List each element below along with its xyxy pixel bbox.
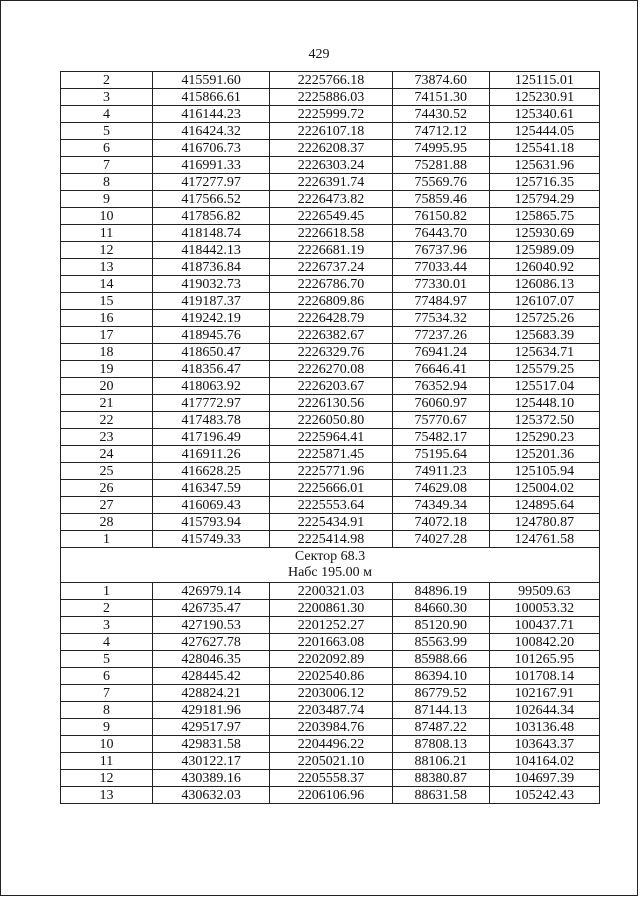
- point-number-cell: 11: [61, 753, 153, 770]
- y-coordinate-cell: 2226549.45: [270, 208, 392, 225]
- local-x-cell: 86779.52: [392, 685, 489, 702]
- table-row: [61, 140, 600, 157]
- x-coordinate-cell: 429517.97: [153, 719, 270, 736]
- local-x-cell: 74712.12: [392, 123, 489, 140]
- local-y-cell: 104164.02: [489, 753, 599, 770]
- point-number-cell: 10: [61, 736, 153, 753]
- table-row: [61, 344, 600, 361]
- point-number-cell: 6: [61, 668, 153, 685]
- y-coordinate-cell: 2226382.67: [270, 327, 392, 344]
- page-number: 429: [308, 47, 330, 62]
- table-row: [61, 651, 600, 668]
- local-y-cell: 100842.20: [489, 634, 599, 651]
- y-coordinate-cell: 2225771.96: [270, 463, 392, 480]
- local-y-cell: 125716.35: [489, 174, 599, 191]
- point-number-cell: 25: [61, 463, 153, 480]
- table-row: [61, 429, 600, 446]
- section-subtitle: Набс 195.00 м: [287, 565, 373, 580]
- table-row: [61, 191, 600, 208]
- point-number-cell: 1: [61, 531, 153, 548]
- table-row: [61, 702, 600, 719]
- point-number-cell: 3: [61, 617, 153, 634]
- table-row: [61, 412, 600, 429]
- local-y-cell: 125115.01: [489, 72, 599, 89]
- x-coordinate-cell: 427627.78: [153, 634, 270, 651]
- y-coordinate-cell: 2225766.18: [270, 72, 392, 89]
- x-coordinate-cell: 416069.43: [153, 497, 270, 514]
- point-number-cell: 2: [61, 72, 153, 89]
- point-number-cell: 9: [61, 719, 153, 736]
- table-row: [61, 157, 600, 174]
- table-row: [61, 378, 600, 395]
- y-coordinate-cell: 2203487.74: [270, 702, 392, 719]
- table-row: [61, 770, 600, 787]
- x-coordinate-cell: 416706.73: [153, 140, 270, 157]
- local-y-cell: 101708.14: [489, 668, 599, 685]
- y-coordinate-cell: 2226050.80: [270, 412, 392, 429]
- table-row: [61, 89, 600, 106]
- table-row: [61, 225, 600, 242]
- x-coordinate-cell: 416991.33: [153, 157, 270, 174]
- x-coordinate-cell: 417566.52: [153, 191, 270, 208]
- local-x-cell: 77534.32: [392, 310, 489, 327]
- y-coordinate-cell: 2225434.91: [270, 514, 392, 531]
- y-coordinate-cell: 2204496.22: [270, 736, 392, 753]
- point-number-cell: 26: [61, 480, 153, 497]
- local-y-cell: 125725.26: [489, 310, 599, 327]
- x-coordinate-cell: 428445.42: [153, 668, 270, 685]
- section-header-group: [61, 548, 600, 583]
- y-coordinate-cell: 2201252.27: [270, 617, 392, 634]
- point-number-cell: 20: [61, 378, 153, 395]
- local-x-cell: 76352.94: [392, 378, 489, 395]
- local-x-cell: 73874.60: [392, 72, 489, 89]
- point-number-cell: 27: [61, 497, 153, 514]
- point-number-cell: 19: [61, 361, 153, 378]
- local-x-cell: 74151.30: [392, 89, 489, 106]
- y-coordinate-cell: 2225871.45: [270, 446, 392, 463]
- point-number-cell: 1: [61, 583, 153, 600]
- table-row: [61, 719, 600, 736]
- local-y-cell: 99509.63: [489, 583, 599, 600]
- section-header-row: [61, 548, 600, 583]
- local-y-cell: 125541.18: [489, 140, 599, 157]
- table-row: [61, 463, 600, 480]
- point-number-cell: 10: [61, 208, 153, 225]
- y-coordinate-cell: 2206106.96: [270, 787, 392, 804]
- y-coordinate-cell: 2200861.30: [270, 600, 392, 617]
- y-coordinate-cell: 2225999.72: [270, 106, 392, 123]
- point-number-cell: 4: [61, 634, 153, 651]
- local-x-cell: 75195.64: [392, 446, 489, 463]
- x-coordinate-cell: 418736.84: [153, 259, 270, 276]
- table-row: [61, 72, 600, 89]
- local-y-cell: 125340.61: [489, 106, 599, 123]
- local-y-cell: 125105.94: [489, 463, 599, 480]
- table-row: [61, 310, 600, 327]
- local-y-cell: 125230.91: [489, 89, 599, 106]
- point-number-cell: 13: [61, 259, 153, 276]
- local-x-cell: 88106.21: [392, 753, 489, 770]
- local-y-cell: 126086.13: [489, 276, 599, 293]
- local-x-cell: 75770.67: [392, 412, 489, 429]
- table-row: [61, 531, 600, 548]
- x-coordinate-cell: 427190.53: [153, 617, 270, 634]
- local-x-cell: 76150.82: [392, 208, 489, 225]
- table-row: [61, 293, 600, 310]
- y-coordinate-cell: 2226786.70: [270, 276, 392, 293]
- y-coordinate-cell: 2226107.18: [270, 123, 392, 140]
- point-number-cell: 7: [61, 685, 153, 702]
- table-row: [61, 480, 600, 497]
- local-y-cell: 103136.48: [489, 719, 599, 736]
- x-coordinate-cell: 416628.25: [153, 463, 270, 480]
- local-x-cell: 77033.44: [392, 259, 489, 276]
- point-number-cell: 7: [61, 157, 153, 174]
- table-row: [61, 685, 600, 702]
- point-number-cell: 21: [61, 395, 153, 412]
- local-x-cell: 75281.88: [392, 157, 489, 174]
- local-x-cell: 76737.96: [392, 242, 489, 259]
- local-x-cell: 76443.70: [392, 225, 489, 242]
- local-x-cell: 74072.18: [392, 514, 489, 531]
- y-coordinate-cell: 2226329.76: [270, 344, 392, 361]
- local-y-cell: 125989.09: [489, 242, 599, 259]
- point-number-cell: 8: [61, 702, 153, 719]
- point-number-cell: 8: [61, 174, 153, 191]
- table-row: [61, 514, 600, 531]
- local-y-cell: 125372.50: [489, 412, 599, 429]
- point-number-cell: 3: [61, 89, 153, 106]
- table-row: [61, 787, 600, 804]
- local-x-cell: 84660.30: [392, 600, 489, 617]
- x-coordinate-cell: 418148.74: [153, 225, 270, 242]
- y-coordinate-cell: 2205021.10: [270, 753, 392, 770]
- local-y-cell: 125634.71: [489, 344, 599, 361]
- local-y-cell: 125930.69: [489, 225, 599, 242]
- x-coordinate-cell: 416424.32: [153, 123, 270, 140]
- x-coordinate-cell: 429831.58: [153, 736, 270, 753]
- table-row: [61, 259, 600, 276]
- x-coordinate-cell: 417856.82: [153, 208, 270, 225]
- x-coordinate-cell: 417196.49: [153, 429, 270, 446]
- point-number-cell: 15: [61, 293, 153, 310]
- local-y-cell: 126107.07: [489, 293, 599, 310]
- y-coordinate-cell: 2226809.86: [270, 293, 392, 310]
- table-row: [61, 276, 600, 293]
- table-block-2: [61, 583, 600, 804]
- table-row: [61, 634, 600, 651]
- y-coordinate-cell: 2202092.89: [270, 651, 392, 668]
- table-row: [61, 361, 600, 378]
- x-coordinate-cell: 419187.37: [153, 293, 270, 310]
- section-title: Сектор 68.3: [294, 549, 366, 564]
- table-row: [61, 174, 600, 191]
- table-row: [61, 446, 600, 463]
- local-x-cell: 86394.10: [392, 668, 489, 685]
- y-coordinate-cell: 2226203.67: [270, 378, 392, 395]
- local-x-cell: 76646.41: [392, 361, 489, 378]
- point-number-cell: 5: [61, 123, 153, 140]
- table-row: [61, 208, 600, 225]
- local-x-cell: 74629.08: [392, 480, 489, 497]
- local-x-cell: 74911.23: [392, 463, 489, 480]
- y-coordinate-cell: 2225414.98: [270, 531, 392, 548]
- y-coordinate-cell: 2226130.56: [270, 395, 392, 412]
- local-y-cell: 125448.10: [489, 395, 599, 412]
- point-number-cell: 23: [61, 429, 153, 446]
- local-y-cell: 124895.64: [489, 497, 599, 514]
- local-x-cell: 85563.99: [392, 634, 489, 651]
- table-row: [61, 753, 600, 770]
- x-coordinate-cell: 415866.61: [153, 89, 270, 106]
- y-coordinate-cell: 2225886.03: [270, 89, 392, 106]
- y-coordinate-cell: 2226737.24: [270, 259, 392, 276]
- local-y-cell: 102167.91: [489, 685, 599, 702]
- local-x-cell: 74995.95: [392, 140, 489, 157]
- x-coordinate-cell: 430122.17: [153, 753, 270, 770]
- local-y-cell: 125004.02: [489, 480, 599, 497]
- x-coordinate-cell: 416144.23: [153, 106, 270, 123]
- table-block-1: [61, 72, 600, 548]
- table-row: [61, 617, 600, 634]
- local-x-cell: 85988.66: [392, 651, 489, 668]
- x-coordinate-cell: 415793.94: [153, 514, 270, 531]
- point-number-cell: 16: [61, 310, 153, 327]
- point-number-cell: 14: [61, 276, 153, 293]
- x-coordinate-cell: 417772.97: [153, 395, 270, 412]
- local-y-cell: 126040.92: [489, 259, 599, 276]
- x-coordinate-cell: 426735.47: [153, 600, 270, 617]
- table-row: [61, 668, 600, 685]
- local-y-cell: 102644.34: [489, 702, 599, 719]
- local-y-cell: 125444.05: [489, 123, 599, 140]
- local-x-cell: 76060.97: [392, 395, 489, 412]
- y-coordinate-cell: 2226473.82: [270, 191, 392, 208]
- local-x-cell: 75859.46: [392, 191, 489, 208]
- table-row: [61, 736, 600, 753]
- point-number-cell: 6: [61, 140, 153, 157]
- point-number-cell: 17: [61, 327, 153, 344]
- x-coordinate-cell: 419242.19: [153, 310, 270, 327]
- local-y-cell: 125631.96: [489, 157, 599, 174]
- y-coordinate-cell: 2201663.08: [270, 634, 392, 651]
- local-y-cell: 104697.39: [489, 770, 599, 787]
- local-x-cell: 76941.24: [392, 344, 489, 361]
- y-coordinate-cell: 2226391.74: [270, 174, 392, 191]
- point-number-cell: 5: [61, 651, 153, 668]
- local-y-cell: 125290.23: [489, 429, 599, 446]
- x-coordinate-cell: 415591.60: [153, 72, 270, 89]
- table-row: [61, 583, 600, 600]
- point-number-cell: 28: [61, 514, 153, 531]
- local-x-cell: 88380.87: [392, 770, 489, 787]
- y-coordinate-cell: 2200321.03: [270, 583, 392, 600]
- x-coordinate-cell: 416347.59: [153, 480, 270, 497]
- coordinates-table: [60, 71, 600, 804]
- x-coordinate-cell: 418650.47: [153, 344, 270, 361]
- x-coordinate-cell: 418442.13: [153, 242, 270, 259]
- local-y-cell: 105242.43: [489, 787, 599, 804]
- local-x-cell: 74027.28: [392, 531, 489, 548]
- table-row: [61, 242, 600, 259]
- point-number-cell: 13: [61, 787, 153, 804]
- local-x-cell: 75482.17: [392, 429, 489, 446]
- y-coordinate-cell: 2226618.58: [270, 225, 392, 242]
- local-y-cell: 124780.87: [489, 514, 599, 531]
- local-y-cell: 100053.32: [489, 600, 599, 617]
- local-x-cell: 87144.13: [392, 702, 489, 719]
- x-coordinate-cell: 428046.35: [153, 651, 270, 668]
- x-coordinate-cell: 419032.73: [153, 276, 270, 293]
- point-number-cell: 9: [61, 191, 153, 208]
- y-coordinate-cell: 2226270.08: [270, 361, 392, 378]
- point-number-cell: 12: [61, 242, 153, 259]
- table-row: [61, 497, 600, 514]
- table-row: [61, 395, 600, 412]
- point-number-cell: 4: [61, 106, 153, 123]
- x-coordinate-cell: 418356.47: [153, 361, 270, 378]
- table-row: [61, 123, 600, 140]
- section-header-cell: [61, 548, 600, 583]
- table-row: [61, 106, 600, 123]
- x-coordinate-cell: 418945.76: [153, 327, 270, 344]
- y-coordinate-cell: 2203006.12: [270, 685, 392, 702]
- point-number-cell: 18: [61, 344, 153, 361]
- x-coordinate-cell: 430632.03: [153, 787, 270, 804]
- local-y-cell: 100437.71: [489, 617, 599, 634]
- local-x-cell: 77484.97: [392, 293, 489, 310]
- x-coordinate-cell: 418063.92: [153, 378, 270, 395]
- local-x-cell: 77330.01: [392, 276, 489, 293]
- local-y-cell: 124761.58: [489, 531, 599, 548]
- x-coordinate-cell: 430389.16: [153, 770, 270, 787]
- local-y-cell: 125865.75: [489, 208, 599, 225]
- local-x-cell: 75569.76: [392, 174, 489, 191]
- x-coordinate-cell: 426979.14: [153, 583, 270, 600]
- y-coordinate-cell: 2226303.24: [270, 157, 392, 174]
- y-coordinate-cell: 2226681.19: [270, 242, 392, 259]
- y-coordinate-cell: 2203984.76: [270, 719, 392, 736]
- x-coordinate-cell: 417483.78: [153, 412, 270, 429]
- local-y-cell: 125201.36: [489, 446, 599, 463]
- local-x-cell: 77237.26: [392, 327, 489, 344]
- local-x-cell: 87808.13: [392, 736, 489, 753]
- local-y-cell: 103643.37: [489, 736, 599, 753]
- y-coordinate-cell: 2225553.64: [270, 497, 392, 514]
- local-x-cell: 85120.90: [392, 617, 489, 634]
- table-row: [61, 600, 600, 617]
- y-coordinate-cell: 2226208.37: [270, 140, 392, 157]
- x-coordinate-cell: 415749.33: [153, 531, 270, 548]
- x-coordinate-cell: 416911.26: [153, 446, 270, 463]
- local-x-cell: 87487.22: [392, 719, 489, 736]
- y-coordinate-cell: 2225666.01: [270, 480, 392, 497]
- point-number-cell: 11: [61, 225, 153, 242]
- table-row: [61, 327, 600, 344]
- y-coordinate-cell: 2202540.86: [270, 668, 392, 685]
- y-coordinate-cell: 2226428.79: [270, 310, 392, 327]
- local-x-cell: 74430.52: [392, 106, 489, 123]
- y-coordinate-cell: 2225964.41: [270, 429, 392, 446]
- point-number-cell: 2: [61, 600, 153, 617]
- local-x-cell: 74349.34: [392, 497, 489, 514]
- local-x-cell: 84896.19: [392, 583, 489, 600]
- local-y-cell: 125794.29: [489, 191, 599, 208]
- local-x-cell: 88631.58: [392, 787, 489, 804]
- y-coordinate-cell: 2205558.37: [270, 770, 392, 787]
- x-coordinate-cell: 428824.21: [153, 685, 270, 702]
- point-number-cell: 12: [61, 770, 153, 787]
- point-number-cell: 24: [61, 446, 153, 463]
- local-y-cell: 125683.39: [489, 327, 599, 344]
- local-y-cell: 125517.04: [489, 378, 599, 395]
- x-coordinate-cell: 417277.97: [153, 174, 270, 191]
- local-y-cell: 101265.95: [489, 651, 599, 668]
- x-coordinate-cell: 429181.96: [153, 702, 270, 719]
- local-y-cell: 125579.25: [489, 361, 599, 378]
- point-number-cell: 22: [61, 412, 153, 429]
